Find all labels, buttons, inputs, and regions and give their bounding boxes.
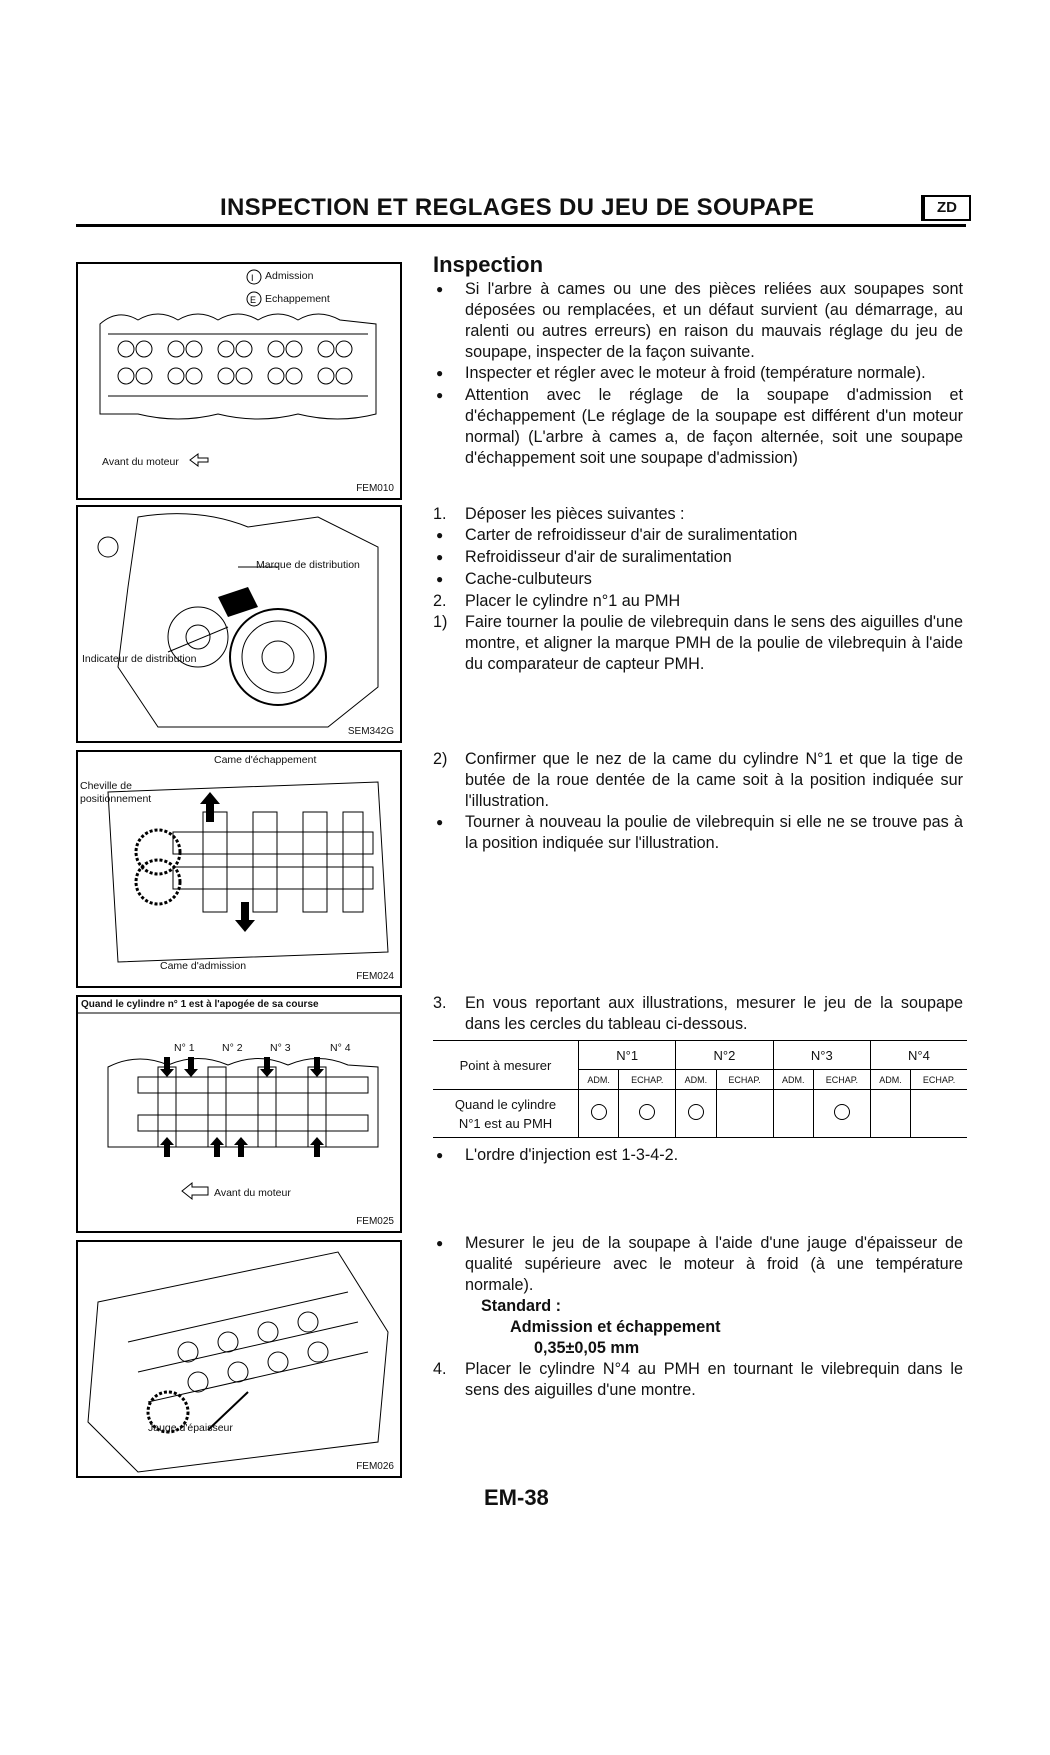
figure-code: FEM026 bbox=[356, 1461, 394, 1472]
table-cell bbox=[716, 1090, 773, 1138]
label-intake-cam: Came d'admission bbox=[160, 960, 247, 972]
list-item: ● L'ordre d'injection est 1-3-4-2. bbox=[433, 1145, 963, 1167]
engine-code-badge: ZD bbox=[921, 195, 971, 221]
cam-check-section bbox=[433, 749, 963, 854]
standard-sub: Admission et échappement bbox=[510, 1318, 721, 1336]
table-cyl-4: N°4 bbox=[870, 1041, 967, 1070]
list-item: ● Si l'arbre à cames ou une des pièces reliées aux soupapes sont déposées ou remplacées, et un défaut survient (au démarrage, au ralenti ou autres erreurs) en raison du mauvais réglage du jeu de soupape, inspecter de la façon suivante. bbox=[433, 279, 963, 363]
label-cyl-2: N° 2 bbox=[222, 1042, 243, 1054]
label-pin-line2: positionnement bbox=[80, 793, 152, 805]
table-sub: ECHAP. bbox=[813, 1070, 870, 1090]
list-item: ● Attention avec le réglage de la soupape d'admission et d'échappement (Le réglage de la soupape est différent d'un moteur normal) (L'arbre à cames a, de façon alternée, soit une soupape d'échappement soit une soupape d'admission) bbox=[433, 385, 963, 469]
page-title: INSPECTION ET REGLAGES DU JEU DE SOUPAPE bbox=[220, 194, 815, 221]
step-4: 4. Placer le cylindre N°4 au PMH en tournant le vilebrequin dans le sens des aiguilles d'une montre. bbox=[433, 1360, 963, 1399]
table-row-header: Point à mesurer bbox=[433, 1041, 579, 1090]
standard-label: Standard : bbox=[481, 1297, 562, 1315]
figure-caption: Quand le cylindre n° 1 est à l'apogée de sa course bbox=[81, 999, 319, 1010]
step-3: 3. En vous reportant aux illustrations, mesurer le jeu de la soupape dans les cercles du tableau ci-dessous. bbox=[433, 994, 963, 1033]
substep-2: 2) Confirmer que le nez de la came du cylindre N°1 et que la tige de butée de la roue dentée de la came soit à la position indiquée sur l'illustration. bbox=[433, 750, 963, 810]
figure-code: SEM342G bbox=[347, 726, 394, 737]
measure-circle-icon bbox=[639, 1104, 655, 1120]
list-item: ● Mesurer le jeu de la soupape à l'aide d'une jauge d'épaisseur de qualité supérieure avec le moteur à froid (à une température normale). bbox=[433, 1233, 963, 1296]
step-2: 2. Placer le cylindre n°1 au PMH bbox=[433, 592, 681, 610]
feeler-gauge-drawing bbox=[78, 1242, 400, 1476]
figure-code: FEM010 bbox=[356, 483, 394, 494]
measure-section bbox=[433, 993, 963, 1035]
table-sub: ECHAP. bbox=[911, 1070, 967, 1090]
label-cyl-3: N° 3 bbox=[270, 1042, 291, 1054]
list-item: ● Refroidisseur d'air de suralimentation bbox=[433, 547, 963, 569]
measure-circle-icon bbox=[688, 1104, 704, 1120]
label-echappement: Echappement bbox=[265, 293, 330, 305]
label-timing-mark: Marque de distribution bbox=[256, 559, 360, 571]
figure-valve-layout bbox=[76, 262, 402, 500]
standard-value: 0,35±0,05 mm bbox=[534, 1339, 640, 1357]
table-row-label: Quand le cylindre N°1 est au PMH bbox=[433, 1090, 579, 1138]
table-cell bbox=[813, 1090, 870, 1138]
figure-code: FEM025 bbox=[356, 1216, 394, 1227]
label-pin-line1: Cheville de bbox=[80, 780, 132, 792]
page-number: EM-38 bbox=[484, 1485, 549, 1510]
label-engine-front: Avant du moteur bbox=[214, 1187, 291, 1199]
svg-text:I: I bbox=[251, 273, 254, 283]
substep-1: 1) Faire tourner la poulie de vilebrequin dans le sens des aiguilles d'une montre, et aligner la marque PMH de la poulie de vilebrequin à l'aide du comparateur de capteur PMH. bbox=[433, 613, 963, 673]
label-feeler-gauge: Jauge d'épaisseur bbox=[148, 1422, 233, 1434]
svg-text:E: E bbox=[250, 295, 257, 305]
header-rule bbox=[76, 224, 966, 227]
table-sub: ADM. bbox=[676, 1070, 716, 1090]
section-heading: Inspection bbox=[433, 252, 544, 277]
injection-order bbox=[433, 1145, 963, 1167]
figure-timing-mark bbox=[76, 505, 402, 743]
table-cell bbox=[773, 1090, 813, 1138]
list-item: ● Inspecter et régler avec le moteur à froid (température normale). bbox=[433, 363, 963, 385]
table-sub: ADM. bbox=[579, 1070, 619, 1090]
step-1: 1. Déposer les pièces suivantes : bbox=[433, 505, 685, 523]
figure-cylinder-tdc bbox=[76, 995, 402, 1233]
figure-camshaft-position bbox=[76, 750, 402, 988]
list-item: ● Tourner à nouveau la poulie de vilebrequin si elle ne se trouve pas à la position indiquée sur l'illustration. bbox=[433, 812, 963, 854]
list-item: ● Cache-culbuteurs bbox=[433, 569, 963, 591]
figure-feeler-gauge bbox=[76, 1240, 402, 1478]
table-sub: ADM. bbox=[773, 1070, 813, 1090]
table-sub: ECHAP. bbox=[619, 1070, 676, 1090]
table-cyl-3: N°3 bbox=[773, 1041, 870, 1070]
inspection-section bbox=[433, 254, 963, 469]
steps-section bbox=[433, 504, 963, 675]
label-cyl-4: N° 4 bbox=[330, 1042, 351, 1054]
clearance-section bbox=[433, 1233, 963, 1401]
list-item: ● Carter de refroidisseur d'air de suralimentation bbox=[433, 525, 963, 547]
table-cell bbox=[870, 1090, 910, 1138]
label-cyl-1: N° 1 bbox=[174, 1042, 195, 1054]
label-admission: Admission bbox=[265, 270, 314, 282]
label-timing-indicator: Indicateur de distribution bbox=[82, 653, 197, 665]
table-cell bbox=[911, 1090, 967, 1138]
table-sub: ADM. bbox=[870, 1070, 910, 1090]
measure-circle-icon bbox=[591, 1104, 607, 1120]
table-cell bbox=[676, 1090, 716, 1138]
timing-mark-drawing bbox=[78, 507, 400, 741]
valve-clearance-table bbox=[433, 1040, 967, 1138]
table-cyl-1: N°1 bbox=[579, 1041, 676, 1070]
figure-code: FEM024 bbox=[356, 971, 394, 982]
table-sub: ECHAP. bbox=[716, 1070, 773, 1090]
table-cell bbox=[619, 1090, 676, 1138]
table-cyl-2: N°2 bbox=[676, 1041, 773, 1070]
table-row bbox=[433, 1090, 967, 1138]
label-engine-front: Avant du moteur bbox=[102, 456, 179, 468]
label-exhaust-cam: Came d'échappement bbox=[214, 754, 317, 766]
measure-circle-icon bbox=[834, 1104, 850, 1120]
table-cell bbox=[579, 1090, 619, 1138]
